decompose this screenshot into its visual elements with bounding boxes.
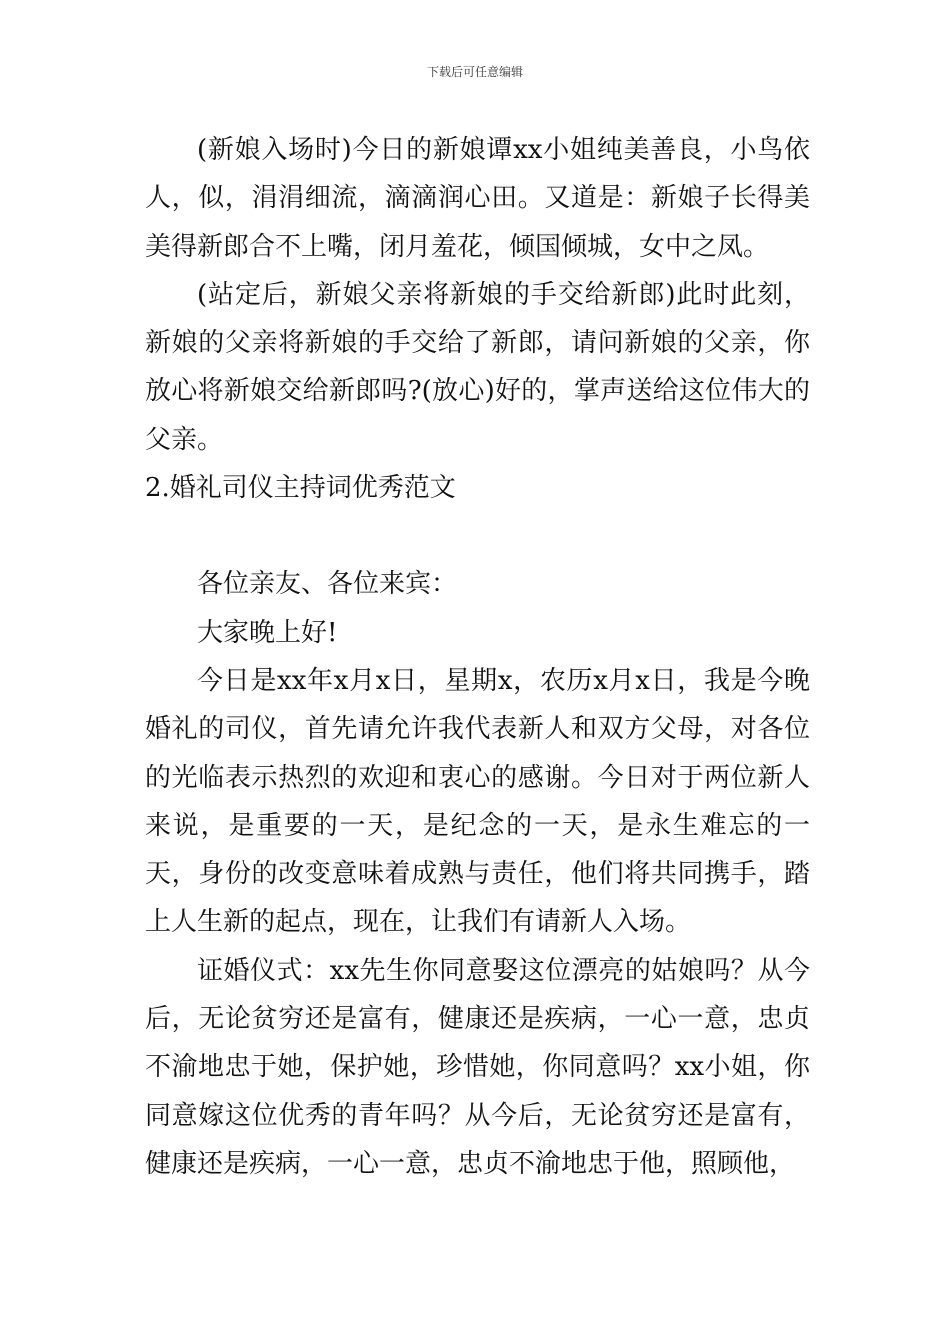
paragraph-wedding-vows: 证婚仪式：xx先生你同意娶这位漂亮的姑娘吗？从今后，无论贫穷还是富有，健康还是疾病，一心一意，忠贞不渝地忠于她，保护她，珍惜她，你同意吗？xx小姐，你同意嫁这位优秀的青年吗？从今后，无论贫穷还是富有，健康还是疾病，一心一意，忠贞不渝地忠于他，照顾他， xyxy=(145,955,810,1179)
blank-line xyxy=(145,512,810,560)
paragraph-greeting: 各位亲友、各位来宾： xyxy=(197,569,458,600)
page-header-note: 下载后可任意编辑 xyxy=(426,65,523,79)
section-heading: 2.婚礼司仪主持词优秀范文 xyxy=(145,473,456,504)
paragraph-bride-entrance: (新娘入场时)今日的新娘谭xx小姐纯美善良，小鸟依人，似，涓涓细流，滴滴润心田。又道是：新娘子长得美美得新郎合不上嘴，闭月羞花，倾国倾城，女中之凤。 xyxy=(145,135,810,262)
paragraph-opening-speech: 今日是xx年x月x日，星期x，农历x月x日，我是今晚婚礼的司仪，首先请允许我代表新人和双方父母，对各位的光临表示热烈的欢迎和衷心的感谢。今日对于两位新人来说，是重要的一天，是纪念的一天，是永生难忘的一天，身份的改变意味着成熟与责任，他们将共同携手，踏上人生新的起点，现在，让我们有请新人入场。 xyxy=(145,665,810,938)
paragraph-good-evening: 大家晚上好! xyxy=(197,617,338,648)
paragraph-father-handover: (站定后，新娘父亲将新娘的手交给新郎)此时此刻，新娘的父亲将新娘的手交给了新郎，请问新娘的父亲，你放心将新娘交给新郎吗?(放心)好的，掌声送给这位伟大的父亲。 xyxy=(145,279,810,455)
document-body xyxy=(145,126,810,1188)
